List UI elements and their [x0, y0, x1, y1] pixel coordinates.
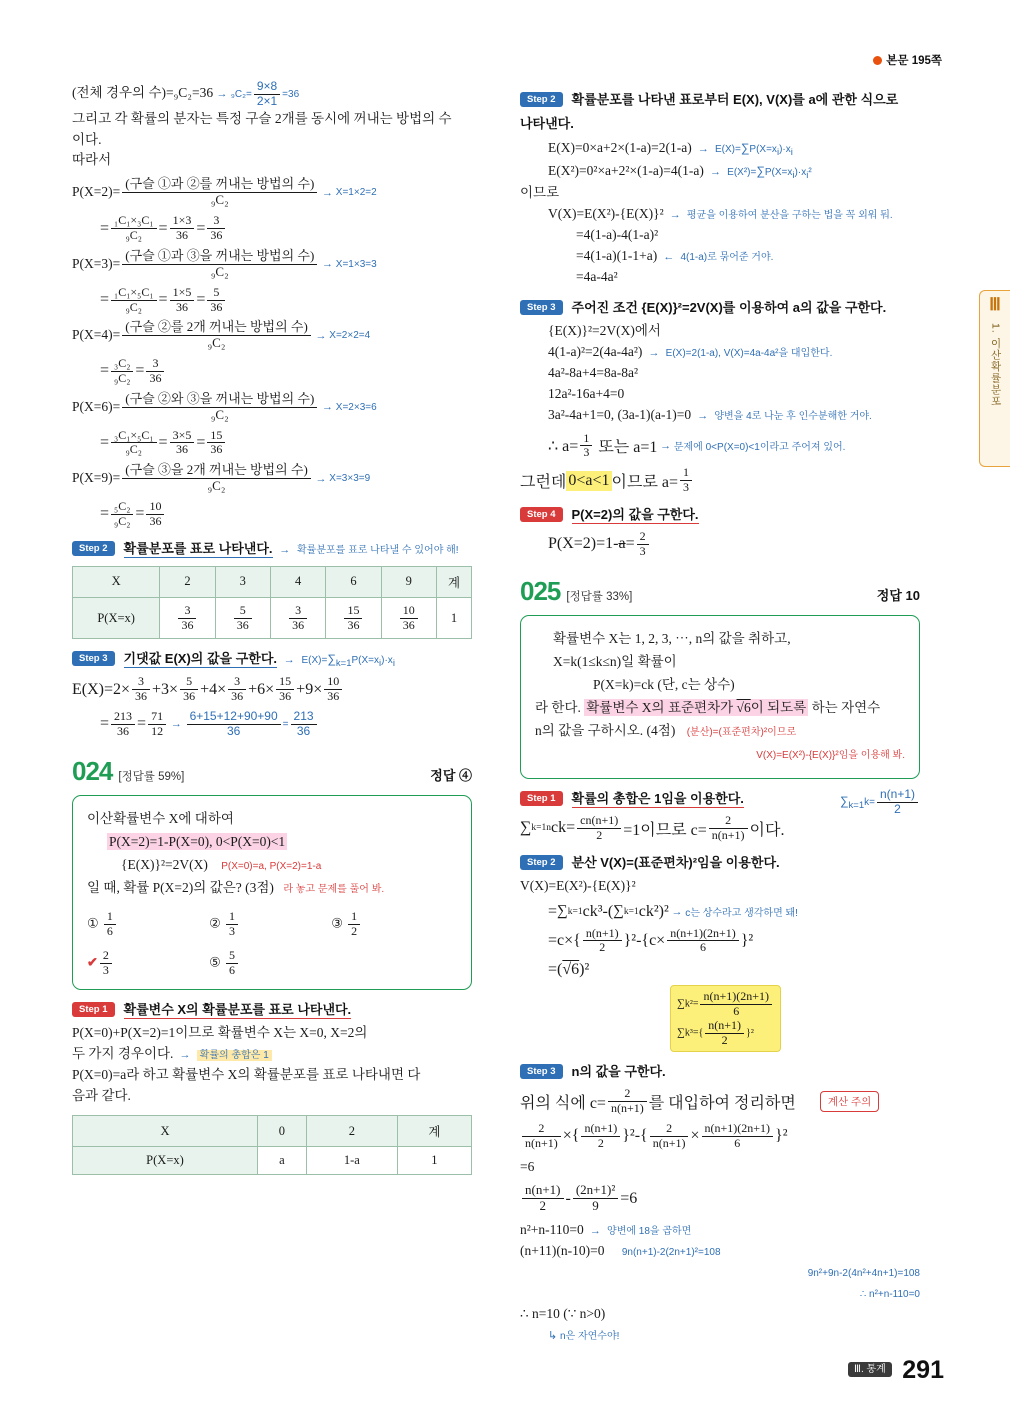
question-024-header [72, 756, 472, 787]
q025-step1-text: 확률의 총합은 1임을 이용한다. [571, 791, 744, 807]
eq-ex: $E(X)=0\times a+2\times(1-a)=2(1-a) \to E(X)=\sum P(X=x_i)\cdot x_i$ [548, 140, 793, 158]
annotation-natural-number: n은 자연수야! [559, 1330, 620, 1342]
annotation-px2: X=1×2=2 [335, 187, 377, 199]
table-row [73, 597, 472, 639]
question-answer: 정답 10 [876, 588, 920, 604]
q025-step2-row [520, 852, 920, 872]
step-badge: Step 2 [72, 541, 115, 556]
row-label: P(X=x) [73, 1147, 258, 1175]
annotation-q024-2: 라 놓고 문제를 풀어 봐. [283, 884, 385, 896]
choice-3[interactable]: ③ $\frac{1}{2}$ [331, 910, 453, 939]
q025-line3: P(X=k)=ck (단, c는 상수) [593, 677, 735, 693]
annotation-expand-3: ∴ n²+n-110=0 [859, 1289, 920, 1301]
cell-p6: $\frac{15}{36}$ [326, 597, 381, 639]
cell-p3: $\frac{5}{36}$ [215, 597, 270, 639]
th-sum: 계 [436, 566, 471, 597]
left-step3-row: Step 3 기댓값 E(X)의 값을 구한다. → $E(X)=\sum_{k=1}P(X=x_i)\cdot x_i$ [72, 648, 472, 669]
eq-s3-7: 그런데 0<a<1 이므로 a= $\frac{1}{3}$ [520, 466, 920, 495]
cell-p2: $\frac{3}{36}$ [160, 597, 215, 639]
annotation-substitute: E(X)=2(1-a), V(X)=4a-4a²을 대입한다. [665, 347, 833, 359]
step-badge: Step 2 [520, 855, 563, 870]
eq-s3-6: ∴ a= $\frac{1}{3}$ 또는 a=1 → 문제에 0<P(X=0)<1이라고 주어져 있어. [548, 430, 846, 460]
left-step2-row: Step 2 확률분포를 표로 나타낸다. → 확률분포를 표로 나타낼 수 있어야 해! [72, 538, 472, 558]
eq-q025-s1: ∑ k=1 n ck= $\frac{cn(n+1)}{2}$ =1이므로 c= $\frac{2}{n(n+1)}$ 이다. [520, 813, 785, 842]
th-4: 4 [270, 566, 325, 597]
q025-step2-text: 분산 V(X)=(표준편차)²임을 이용한다. [571, 854, 780, 870]
eq-px3-value: = $\frac{\text{₁C₁×₅C₁}}{\text{₉C₂}}$ = $\frac{1\times 5}{36}$ = $\frac{5}{36}$ [100, 286, 472, 315]
eq-s3-2: 4(1-a)²=2(4a-4a²) → E(X)=2(1-a), V(X)=4a-4a²을 대입한다. [548, 343, 833, 359]
eq-px2-value: = $\frac{\text{₁C₁×₃C₁}}{\text{₉C₂}}$ = $\frac{1\times 3}{36}$ = $\frac{3}{36}$ [100, 214, 472, 243]
eq-s3-5: 3a²-4a+1=0, (3a-1)(a-1)=0 → 양변을 4로 나눈 후 인수분해한 거야. [548, 406, 872, 422]
annotation-multiply-18: 양변에 18을 곱하면 [607, 1226, 692, 1238]
annotation-sum-detail: $\frac{6+15+12+90+90}{36}$ = $\frac{213}{36}$ [185, 710, 319, 739]
cell-p4: $\frac{3}{36}$ [270, 597, 325, 639]
left-top-line1: (전체 경우의 수)=₉C₂=36 → ₉C₂= $\frac{9\times 8}{2\times 1}$ =36 [72, 79, 300, 108]
eq-px4-value: = $\frac{\text{₃C₂}}{\text{₉C₂}}$ = $\frac{3}{36}$ [100, 357, 472, 386]
question-number: 025 [520, 576, 561, 607]
eq-px2: P(X=2)= $\frac{\text{(구슬 ①과 ②를 꺼내는 방법의 수)}}{\text{₉C₂}}$ → X=1×2=2 [72, 176, 377, 208]
cell-a: a [257, 1147, 306, 1175]
eq-px6: P(X=6)= $\frac{\text{(구슬 ②와 ③을 꺼내는 방법의 수)}}{\text{₉C₂}}$ → X=2×3=6 [72, 390, 377, 422]
footer-tag: Ⅲ. 통계 [848, 1362, 892, 1377]
table-head-row [73, 1116, 472, 1147]
question-number: 024 [72, 756, 113, 787]
page-footer [848, 1356, 944, 1385]
right-step3-text: 주어진 조건 {E(X)}²=2V(X)를 이용하여 a의 값을 구한다. [571, 300, 887, 316]
step-badge: Step 1 [72, 1002, 115, 1017]
eq-s3-3: 4a²-8a+4=8a-8a² [548, 364, 639, 380]
sum-k2: ∑k²= $\frac{n(n+1)(2n+1)}{6}$ [677, 990, 774, 1019]
eq-px6-value: = $\frac{\text{₃C₁×₅C₁}}{\text{₉C₂}}$ = $\frac{3\times 5}{36}$ = $\frac{15}{36}$ [100, 429, 472, 458]
eq-vx3: =4(1-a)(1-1+a) ← 4(1-a)로 묶어준 거야. [576, 248, 774, 264]
annotation-condition: 문제에 0<P(X=0)<1이라고 주어져 있어. [673, 442, 846, 454]
eq-expectation-value: = $\frac{213}{36}$ = $\frac{71}{12}$ → $\frac{6+15+12+90+90}{36}$ = $\frac{213}{36}$ [100, 710, 472, 739]
chapter-label: 1. 이산확률분포 [989, 323, 1002, 407]
annotation-px6: X=2×3=6 [335, 401, 377, 413]
q025-line2: X=k(1≤k≤n)일 확률이 [553, 654, 677, 670]
cell-sum: 1 [397, 1147, 471, 1175]
annotation-factorize: 양변을 4로 나눈 후 인수분해한 거야. [714, 410, 872, 422]
eq-q025-s3-6: ∴ n=10 (∵ n>0) [520, 1306, 606, 1322]
step-badge: Step 1 [520, 791, 563, 806]
chapter-roman: Ⅲ [989, 295, 1001, 314]
eq-px9: P(X=9)= $\frac{\text{(구슬 ③을 2개 꺼내는 방법의 수)}}{\text{₉C₂}}$ → X=3×3=9 [72, 462, 371, 494]
q025-step1-row [520, 787, 920, 816]
th-2: 2 [160, 566, 215, 597]
page-reference [873, 52, 942, 68]
q025-step3-row [520, 1061, 920, 1081]
annotation-expand-2-row [520, 1262, 920, 1283]
distribution-table-2 [72, 1115, 472, 1175]
q025-ann2-row [535, 743, 905, 766]
right-imuro: 이므로 [520, 185, 560, 201]
annotation-natural-number-row: ↳ n은 자연수야! [548, 1329, 620, 1342]
q024-s1-line4: 음과 같다. [72, 1088, 131, 1104]
step2-text: 확률분포를 표로 나타낸다. [123, 540, 273, 556]
q024-line4: 일 때, 확률 P(X=2)의 값은? (3점) 라 놓고 문제를 풀어 봐. [87, 880, 385, 896]
step-badge: Step 3 [520, 300, 563, 315]
eq-px4: P(X=4)= $\frac{\text{(구슬 ②를 2개 꺼내는 방법의 수)}}{\text{₉C₂}}$ → X=2×2=4 [72, 319, 371, 351]
question-025-header [520, 576, 920, 607]
annotation-variance-tip: 평균을 이용하여 분산을 구하는 법을 꼭 외워 둬. [686, 210, 893, 222]
q025-line1: 확률변수 X는 1, 2, 3, ⋯, n의 값을 취하고, [553, 631, 791, 647]
q024-s1-line2: 두 가지 경우이다. → 확률의 총합은 1 [72, 1044, 472, 1065]
right-step4-row [520, 504, 920, 524]
q025-step3-text: n의 값을 구한다. [571, 1064, 666, 1080]
eq-q025-s3-5: (n+11)(n-10)=0 9n(n+1)-2(2n+1)²=108 [520, 1243, 721, 1259]
th-0: 0 [257, 1116, 306, 1147]
calc-warning-note: 계산 주의 [820, 1091, 880, 1112]
step3-text: 기댓값 E(X)의 값을 구한다. [123, 651, 277, 667]
annotation-constant: c는 상수라고 생각하면 돼! [685, 908, 798, 920]
right-column [520, 80, 920, 1346]
eq-s4: P(X=2)=1- a = $\frac{2}{3}$ [548, 530, 920, 559]
annotation-q024-1: P(X=0)=a, P(X=2)=1-a [221, 861, 322, 873]
th-9: 9 [381, 566, 436, 597]
th-3: 3 [215, 566, 270, 597]
annotation-expand-1: 9n(n+1)-2(2n+1)²=108 [621, 1247, 721, 1259]
eq-q025-vx4: =( √6 )² [548, 961, 590, 979]
choice-row-2 [87, 949, 457, 978]
annotation-q025-2: V(X)=E(X²)-{E(X)}²임을 이용해 봐. [756, 750, 905, 762]
q024-s1-line1: P(X=0)+P(X=2)=1이므로 확률변수 X는 X=0, X=2의 [72, 1025, 368, 1041]
eq-q025-s3-3: $\frac{n(n+1)}{2}$ - $\frac{\text{(2n+1)²}}{9}$ =6 [520, 1183, 920, 1214]
annotation-ex2-formula: $E(X^2)=\sum P(X=x_i)\cdot x_i^2$ [727, 163, 812, 181]
choice-1[interactable]: ① $\frac{1}{6}$ [87, 910, 209, 939]
eq-q025-s3-0: 위의 식에 c= $\frac{2}{n(n+1)}$ 를 대입하여 정리하면 계산 주의 [520, 1087, 920, 1116]
eq-vx: V(X)=E(X²)-{E(X)}² → 평균을 이용하여 분산을 구하는 법을 꼭 외워 둬. [548, 206, 893, 222]
eq-px9-value: = $\frac{\text{₅C₂}}{\text{₉C₂}}$ = $\frac{10}{36}$ [100, 500, 472, 529]
eq-px3: P(X=3)= $\frac{\text{(구슬 ①과 ③을 꺼내는 방법의 수)}}{\text{₉C₂}}$ → X=1×3=3 [72, 247, 377, 279]
eq-s3-1: {E(X)}²=2V(X)에서 [548, 323, 661, 339]
cell-sum: 1 [436, 597, 471, 639]
table-row [73, 1147, 472, 1175]
eq-q025-s3-1: $\frac{2}{n(n+1)}$ ×{ $\frac{n(n+1)}{2}$ }²-{ $\frac{2}{n(n+1)}$ × $\frac{n(n+1)(2n+1)}{6}$ }² [520, 1122, 920, 1151]
right-step2-row [520, 89, 920, 109]
table-head-row [73, 566, 472, 597]
choice-2[interactable]: ② $\frac{1}{3}$ [209, 910, 331, 939]
annotation-sum-k: $\sum_{k=1}k=$ $\frac{n(n+1)}{2}$ [840, 788, 920, 817]
left-top-line4: 따라서 [72, 152, 112, 168]
q024-step1-row [72, 999, 472, 1019]
left-column [72, 80, 472, 1175]
q024-line2: P(X=2)=1-P(X=0), 0<P(X=0)<1 [109, 834, 286, 850]
right-step3-row [520, 297, 920, 317]
q024-line1: 이산확률변수 X에 대하여 [87, 811, 234, 827]
eq-ex2: $E(X^2)=0^2\times a+2^2\times(1-a)=4(1-a) \to E(X^2)=\sum P(X=x_i)\cdot x_i^2$ [548, 162, 812, 181]
sum-k3: ∑k³={ $\frac{n(n+1)}{2}$ }² [677, 1017, 754, 1047]
annotation-total-probability: 확률의 총합은 1 [197, 1050, 272, 1061]
q025-line5: n의 값을 구하시오. (4점) (분산)=(표준편차)²이므로 [535, 723, 797, 739]
annotation-px9: X=3×3=9 [329, 473, 371, 485]
question-rate: [정답률 59%] [118, 771, 185, 784]
row-label: P(X=x) [73, 597, 160, 639]
q024-s1-line3: P(X=0)=a라 하고 확률변수 X의 확률분포를 표로 나타내면 다 [72, 1067, 421, 1083]
choice-4[interactable]: ✔ $\frac{2}{3}$ [87, 949, 209, 978]
chapter-side-tab [979, 290, 1010, 467]
choice-blank [331, 949, 453, 978]
distribution-table-1 [72, 566, 472, 640]
annotation-ex-formula: $E(X)=\sum P(X=x_i)\cdot x_i$ [715, 141, 793, 158]
cell-p9: $\frac{10}{36}$ [381, 597, 436, 639]
q024-step1-text: 확률변수 X의 확률분포를 표로 나타낸다. [123, 1002, 352, 1018]
q025-line4: 라 한다. 확률변수 X의 표준편차가 √6이 되도록 하는 자연수 [535, 700, 881, 716]
th-2: 2 [306, 1116, 397, 1147]
eq-q025-vx2: = ∑ k=1 ck³-( ∑ k=1 ck²)² → c는 상수라고 생각하면 돼! [548, 902, 798, 920]
annotation-expectation-formula: $E(X)=\sum_{k=1}P(X=x_i)\cdot x_i$ [301, 652, 395, 670]
page-number: 291 [902, 1356, 944, 1384]
annotation-px3: X=1×3=3 [335, 258, 377, 270]
eq-s3-4: 12a²-16a+4=0 [548, 385, 625, 401]
choice-5[interactable]: ⑤ $\frac{5}{6}$ [209, 949, 331, 978]
eq-vx4: =4a-4a² [576, 269, 618, 285]
annotation-combination: ₉C₂= $\frac{9\times 8}{2\times 1}$ =36 [230, 79, 300, 108]
bullet-icon [873, 56, 882, 65]
page-reference-label: 본문 195쪽 [886, 55, 942, 67]
left-top-line3: 이다. [72, 131, 102, 147]
sum-formula-note [670, 985, 781, 1052]
q024-line3: {E(X)}²=2V(X) P(X=0)=a, P(X=2)=1-a [121, 857, 322, 873]
right-step2-text2: 나타낸다. [520, 116, 574, 131]
eq-q025-vx: V(X)=E(X²)-{E(X)}² [520, 877, 636, 893]
th-x: X [73, 566, 160, 597]
question-rate: [정답률 33%] [566, 591, 633, 604]
right-step4-text: P(X=2)의 값을 구한다. [571, 506, 699, 522]
annotation-step2: 확률분포를 표로 나타낼 수 있어야 해! [297, 544, 459, 556]
annotation-expand-3-row [520, 1283, 920, 1304]
eq-q025-s3-2: =6 [520, 1158, 535, 1174]
choice-row-1 [87, 910, 457, 939]
question-answer: 정답 ④ [430, 768, 472, 784]
step-badge: Step 3 [72, 651, 115, 666]
th-sum: 계 [397, 1116, 471, 1147]
annotation-px4: X=2×2=4 [329, 330, 371, 342]
question-025-box [520, 615, 920, 779]
th-6: 6 [326, 566, 381, 597]
eq-vx2: =4(1-a)-4(1-a)² [576, 227, 659, 243]
cell-1-minus-a: 1-a [306, 1147, 397, 1175]
eq-expectation: E(X)=2× $\frac{3}{36}$ +3× $\frac{5}{36}$ +4× $\frac{3}{36}$ +6× $\frac{15}{36}$ +9× $\frac{10}{36}$ [72, 675, 472, 704]
right-step2-text: 확률분포를 나타낸 표로부터 E(X), V(X)를 a에 관한 식으로 [571, 92, 899, 107]
annotation-expand-2: 9n²+9n-2(4n²+4n+1)=108 [807, 1268, 920, 1280]
eq-q025-vx3: =c×{ $\frac{n(n+1)}{2}$ }²-{c× $\frac{n(n+1)(2n+1)}{6}$ }² [548, 925, 754, 955]
eq-q025-s3-4: n²+n-110=0 → 양변에 18을 곱하면 [520, 1222, 692, 1238]
step-badge: Step 4 [520, 507, 563, 522]
th-x: X [73, 1116, 258, 1147]
left-top-line2: 그리고 각 확률의 분자는 특정 구슬 2개를 동시에 꺼내는 방법의 수 [72, 110, 452, 126]
annotation-q025-1: (분산)=(표준편차)²이므로 [686, 727, 797, 739]
annotation-factor: 4(1-a)로 묶어준 거야. [680, 252, 774, 264]
step-badge: Step 3 [520, 1064, 563, 1079]
step-badge: Step 2 [520, 92, 563, 107]
question-024-box [72, 795, 472, 990]
